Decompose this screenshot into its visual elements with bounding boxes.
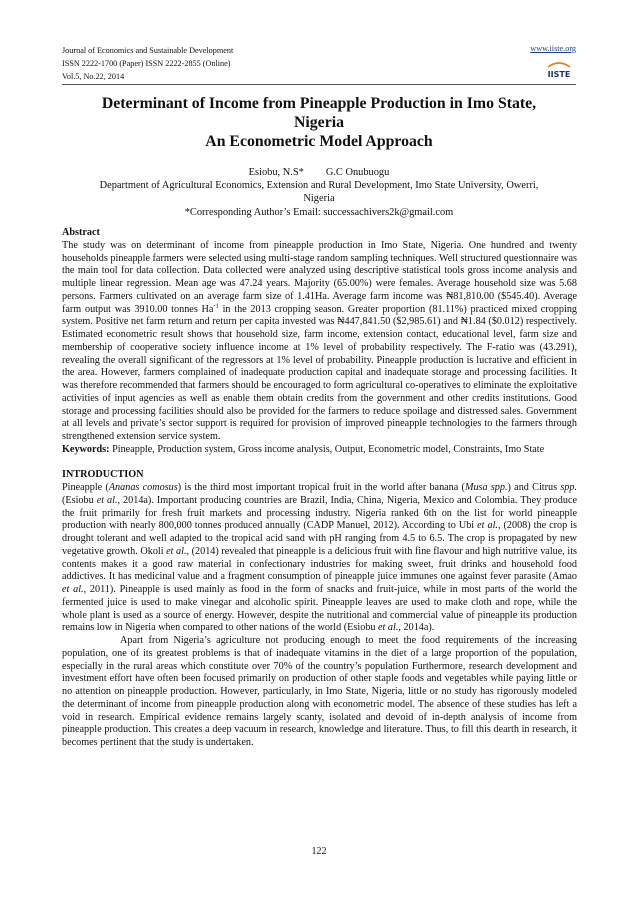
author-block bbox=[62, 166, 576, 219]
superscript: -1 bbox=[213, 302, 219, 310]
author-names bbox=[62, 166, 576, 179]
journal-url-link[interactable]: www.iiste.org bbox=[530, 44, 576, 53]
author-1: Esiobu, N.S* bbox=[248, 167, 304, 178]
introduction-heading: INTRODUCTION bbox=[62, 469, 144, 481]
introduction-paragraph-2: Apart from Nigeria’s agriculture not producing enough to meet the food requirements of the increasing population, one of its greatest problems is that of inadequate vitamins in the diet of a large proportion of the population, especially in the rural areas which constitute over 70% of the country’s population Furthermore, research development and investment effort have often been focused primarily on production of other staple foods and vegetables while paying little or no attention on pineapple production. However, particularly, in Imo State, Nigeria, little or no study has rigorously modeled the determinant of income from pineapple production along with econometric model. The absence of these studies has left a void in research. Empirical evidence remains largely scanty, isolated and devoid of in-depth analysis of income from pineapple production. This creates a deep vacuum in research, knowledge and literature. Thus, to fill this dearth in research, it becomes pertinent that the study is undertaken. bbox=[62, 635, 577, 748]
abstract-text: The study was on determinant of income from pineapple production in Imo State, Nigeria. One hundred and twenty households pineapple farmers were selected using multi-stage random sampling techniques. Well structured questionnaire was the main tool for data collection. Data collected were analyzed using descriptive statistical tools gross income analysis and multiple linear regression. Mean age was 47.24 years. Majority (65.00%) were females. Average household size was 5.68 persons. Farmers cultivated on an average farm size of 1.41Ha. Average farm income was ₦81,810.00 ($545.40). Average farm output was 3910.00 tonnes $Ha^{-1}$ in the 2013 cropping season. Greater proportion (81.11%) practiced mixed cropping system. Positive net farm return and return per capita invested was ₦447,841.50 ($2,985.61) and ₦1.84 ($0.012) respectively. Estimated econometric result shows that household size, farm income, extension contact, educational level, farm size and membership of cooperative society influence income at 1% level of probability respectively. The F-ratio was (43.291), revealing the overall significant of the regressors at 1% level of probability. Pineapple production is lucrative and efficient in the area. However, farmers complained of inadequate production capital and inadequate storage and processing facilities. It was therefore recommended that farmers should be encouraged to form agricultural co-operatives to eliminate the exploitative activities of input agencies as well as enable them obtain credits from the government and other credits institutions. Good storage and processing facilities should also be provided for the farmers to reduce spoilage and distressed sales. Government at all levels and private’s sector support is required for provision of improved pineapple technologies to the farmers through strengthened extension service system. bbox=[62, 239, 578, 442]
page-number: 122 bbox=[311, 846, 327, 857]
title-line-1: Determinant of Income from Pineapple Production in Imo State, bbox=[101, 95, 537, 112]
corresponding-author: *Corresponding Author’s Email: successachivers2k@gmail.com bbox=[184, 206, 454, 218]
paper-title bbox=[62, 94, 576, 151]
title-line-3: An Econometric Model Approach bbox=[205, 133, 433, 150]
journal-name: Journal of Economics and Sustainable Development bbox=[62, 46, 234, 55]
header-divider bbox=[62, 84, 576, 85]
keywords-list: Pineapple, Production system, Gross income analysis, Output, Econometric model, Constraints, Imo State bbox=[109, 443, 545, 455]
affiliation-line-2: Nigeria bbox=[303, 193, 335, 205]
journal-volume: Vol.5, No.22, 2014 bbox=[62, 72, 125, 81]
keywords bbox=[62, 444, 577, 457]
author-2: G.C Onubuogu bbox=[325, 167, 390, 178]
introduction-paragraph-1: Pineapple (Ananas comosus) is the third most important tropical fruit in the world after banana (Musa spp.) and Citrus spp. (Esiobu et al., 2014a). Important producing countries are Brazil, India, China, Nigeria, Mexico and Colombia. They produce the fruit primarily for fresh fruit markets and processing industry. Nigeria ranked 6th on the list for world pineapple production with nearly 800,000 tonnes produced annually (CADP Manuel, 2012). According to Ubi et al., (2008) the crop is drought tolerant and well adapted to the tropical acid sand with pH ranging from 4.5 to 6.5. The crop is propagated by new vegetative growth. Okoli et al., (2014) revealed that pineapple is a delicious fruit with fine flavour and high nutritive value, its contents makes it a good raw material in confectionary industries for making sweet, fruit drinks and household food addictives. It has medicinal value and a fragment consumption of pineapple juice immunes one against fever parasite (Amao et al., 2011). Pineapple is used mainly as food in the form of snacks and fruit-juice, while in most parts of the world the fermented juice is used to make vinegar and alcoholic spirit. Pineapple leaves are used to make cloth and rope, while the whole plant is used as a source of energy. However, despite the nutritional and commercial value of pineapple its production remains low in Nigeria when compared to other nations of the world (Esiobu et al., 2014a). bbox=[62, 482, 578, 634]
logo-text: IISTE bbox=[547, 70, 571, 79]
affiliation-line-1: Department of Agricultural Economics, Extension and Rural Development, Imo State University, Owerri, bbox=[99, 180, 539, 192]
keywords-label: Keywords: bbox=[62, 443, 110, 455]
paper-body bbox=[62, 227, 577, 750]
journal-issn: ISSN 2222-1700 (Paper) ISSN 2222-2855 (Online) bbox=[62, 59, 231, 68]
journal-header bbox=[62, 44, 233, 83]
iiste-logo bbox=[544, 58, 574, 80]
abstract-heading: Abstract bbox=[62, 227, 100, 238]
title-line-2: Nigeria bbox=[293, 114, 344, 131]
